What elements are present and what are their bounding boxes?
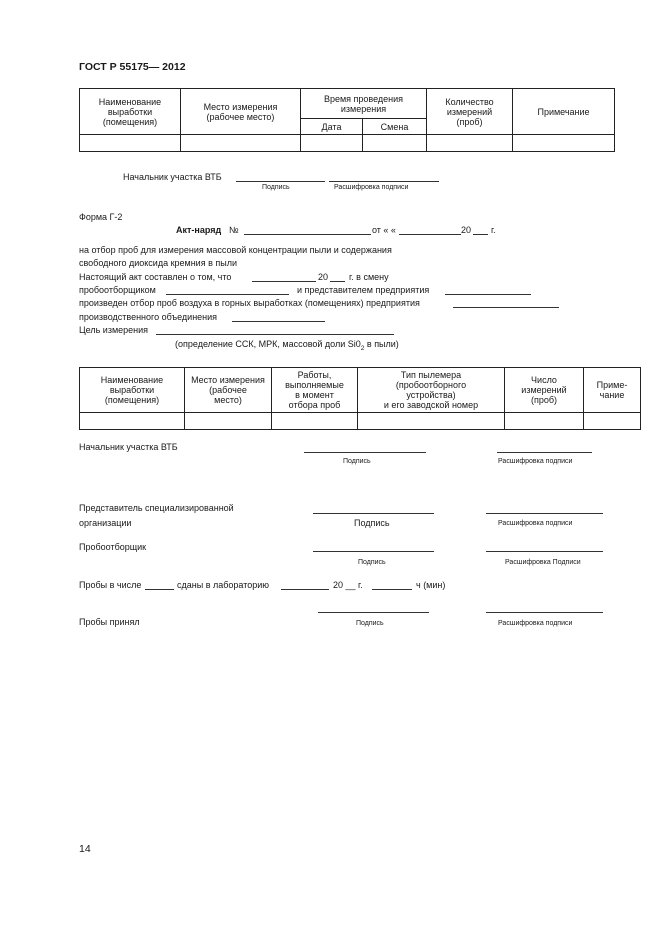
decode-caption: Расшифровка подписи bbox=[498, 620, 573, 627]
decode-line[interactable] bbox=[486, 612, 603, 613]
sign-caption: Подпись bbox=[262, 184, 290, 191]
header-shift: Смена bbox=[363, 119, 427, 135]
act-day-field[interactable] bbox=[399, 234, 461, 235]
enterprise-rep-field[interactable] bbox=[445, 294, 531, 295]
act-from: от « « bbox=[372, 225, 396, 235]
act-line-6: производственного объединения bbox=[79, 312, 218, 322]
act-line-2: свободного диоксида кремния в пыли bbox=[79, 258, 237, 268]
table-row bbox=[80, 135, 615, 152]
measurement-table-2 bbox=[79, 367, 641, 430]
header-count: Количество измерений (проб) bbox=[427, 89, 513, 135]
header-count: Число измерений (проб) bbox=[505, 368, 584, 413]
handed-year: 20 __ г. bbox=[333, 580, 363, 590]
act-line-7: Цель измерения bbox=[79, 325, 149, 335]
table-row bbox=[80, 413, 641, 430]
act-line-3-shift: г. в смену bbox=[349, 272, 389, 282]
header-workings: Наименование выработки (помещения) bbox=[80, 89, 181, 135]
header-time: Время проведения измерения bbox=[301, 89, 427, 119]
sign-line[interactable] bbox=[304, 452, 426, 453]
document-header: ГОСТ Р 55175— 2012 bbox=[79, 61, 186, 73]
purpose-field[interactable] bbox=[156, 334, 394, 335]
measurement-table-1 bbox=[79, 88, 615, 152]
header-workings: Наименование выработки (помещения) bbox=[80, 368, 185, 413]
act-line-4: пробоотборщиком bbox=[79, 285, 156, 295]
act-number-sign: № bbox=[229, 225, 239, 235]
header-note: Примечание bbox=[513, 89, 615, 135]
sign-caption: Подпись bbox=[354, 518, 390, 528]
form-label: Форма Г-2 bbox=[79, 212, 123, 222]
handed-time: ч (мин) bbox=[416, 580, 446, 590]
sign-caption: Подпись bbox=[356, 620, 384, 627]
decode-caption: Расшифровка подписи bbox=[498, 520, 573, 527]
sampler-label: Пробоотборщик bbox=[79, 542, 147, 552]
decode-line[interactable] bbox=[497, 452, 592, 453]
sign-caption: Подпись bbox=[358, 559, 386, 566]
decode-caption: Расшифровка Подписи bbox=[505, 559, 581, 566]
decode-caption: Расшифровка подписи bbox=[334, 184, 409, 191]
act-line-3: Настоящий акт составлен о том, что bbox=[79, 272, 232, 282]
act-year-prefix: 20 bbox=[461, 225, 472, 235]
received-label: Пробы принял bbox=[79, 617, 140, 627]
act-title: Акт-наряд bbox=[176, 225, 222, 235]
sign-line[interactable] bbox=[236, 181, 325, 182]
decode-line[interactable] bbox=[486, 513, 603, 514]
association-field[interactable] bbox=[232, 321, 325, 322]
handed-day-field[interactable] bbox=[281, 589, 329, 590]
purpose-caption: (определение ССК, МРК, массовой доли $Si0_2$ в пыли) bbox=[175, 339, 399, 352]
act-year-field[interactable] bbox=[473, 234, 488, 235]
decode-line[interactable] bbox=[329, 181, 439, 182]
header-place: Место измерения (рабочее место) bbox=[181, 89, 301, 135]
handed-label: Пробы в числе bbox=[79, 580, 142, 590]
chief-label-2: Начальник участка ВТБ bbox=[79, 442, 178, 452]
header-device: Тип пылемера (пробоотборного устройства) и его заводской номер bbox=[358, 368, 505, 413]
handed-lab: сданы в лабораторию bbox=[177, 580, 270, 590]
sign-line[interactable] bbox=[313, 513, 434, 514]
rep-label-1: Представитель специализированной bbox=[79, 503, 234, 513]
decode-line[interactable] bbox=[486, 551, 603, 552]
sign-line[interactable] bbox=[318, 612, 429, 613]
handed-hour-field[interactable] bbox=[372, 589, 412, 590]
sign-line[interactable] bbox=[313, 551, 434, 552]
header-works: Работы, выполняемые в момент отбора проб bbox=[272, 368, 358, 413]
act-line-1: на отбор проб для измерения массовой концентрации пыли и содержания bbox=[79, 245, 392, 255]
decode-caption: Расшифровка подписи bbox=[498, 458, 573, 465]
act-year-suffix: г. bbox=[491, 225, 496, 235]
act-compose-year-field[interactable] bbox=[330, 281, 345, 282]
act-number-field[interactable] bbox=[244, 234, 371, 235]
page-number: 14 bbox=[79, 843, 91, 855]
header-date: Дата bbox=[301, 119, 363, 135]
chief-label-1: Начальник участка ВТБ bbox=[123, 172, 222, 182]
act-line-5: произведен отбор проб воздуха в горных выработках (помещениях) предприятия bbox=[79, 298, 420, 308]
sign-caption: Подпись bbox=[343, 458, 371, 465]
samples-count-field[interactable] bbox=[145, 589, 174, 590]
rep-label-2: организации bbox=[79, 518, 132, 528]
act-line-4b: и представителем предприятия bbox=[297, 285, 430, 295]
act-line-3-year: 20 bbox=[318, 272, 329, 282]
sampler-name-field[interactable] bbox=[166, 294, 289, 295]
header-note: Приме- чание bbox=[584, 368, 641, 413]
act-compose-field[interactable] bbox=[252, 281, 316, 282]
header-place: Место измерения (рабочее место) bbox=[185, 368, 272, 413]
enterprise-field[interactable] bbox=[453, 307, 559, 308]
